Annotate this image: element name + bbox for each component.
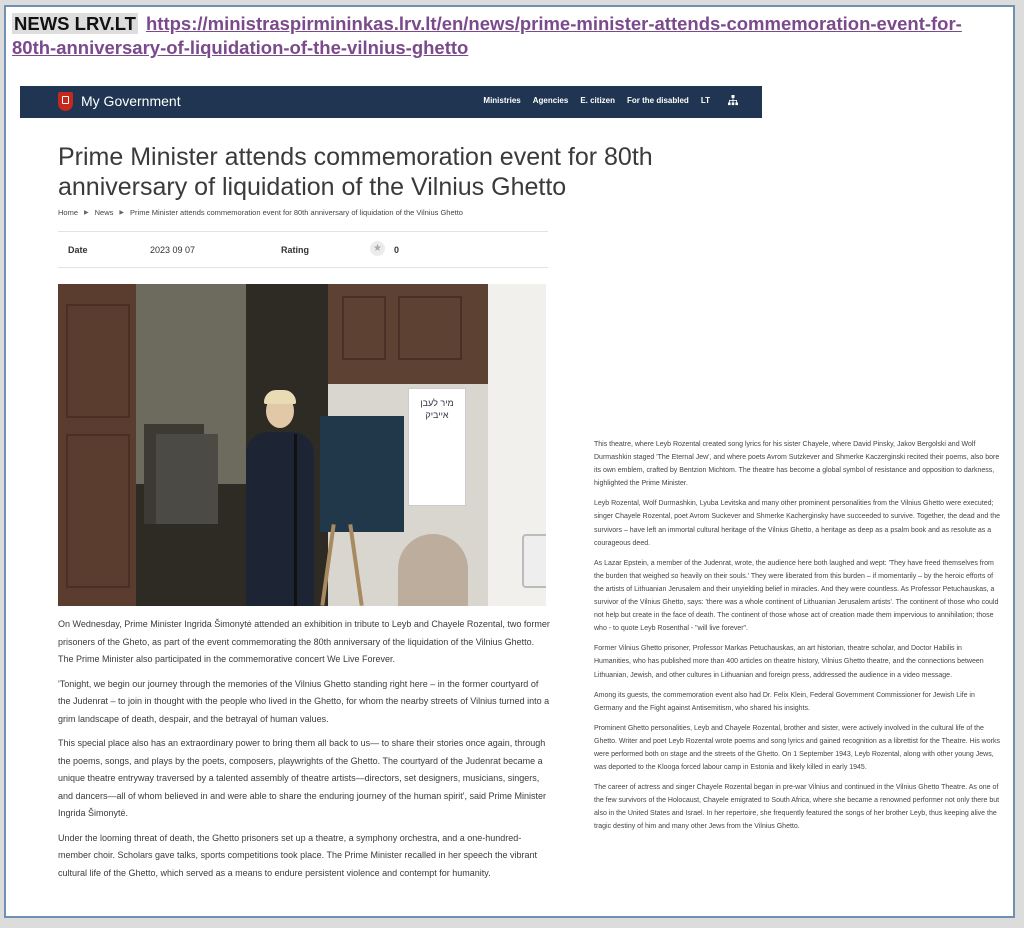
nav-item-agencies[interactable]: Agencies	[532, 96, 569, 105]
nav-menu	[483, 96, 736, 105]
date-value: 2023 09 07	[150, 245, 196, 255]
breadcrumb-news[interactable]: News	[94, 208, 114, 217]
nav-item-language-lt[interactable]: LT	[700, 96, 710, 105]
nav-item-ministries[interactable]: Ministries	[483, 96, 521, 105]
paragraph: This special place also has an extraordinary power to bring them all back to us— to share their stories once again, through the poems, songs, and plays by the poets, composers, playwrights of the Ghetto. The courtyard of the Judenrat became a unique theatre entryway traversed by a talented assembly of theatre artists—directors, set designers, musicians, singers, and dancers—all of whom believed in and were able to share the enduring journey of the human spirit', said Prime Minister Ingrida Šimonytė.	[58, 738, 546, 818]
date-label: Date	[68, 245, 88, 255]
paragraph: Leyb Rozental, Wolf Durmashkin, Lyuba Levitska and many other prominent personalities from the Vilnius Ghetto were executed; singer Chayele Rozental, poet Avrom Suckever and Shmerke Kacherginsky have succeeded to survive. Together, the dead and the survivors – have left an immortal cultural heritage of the Vilnius Ghetto, a heritage as deep as a psalm book and as resolute as a courageous deed.	[594, 500, 1000, 547]
paragraph: This theatre, where Leyb Rozental created song lyrics for his sister Chayele, where David Pinsky, Jakov Bergolski and Wolf Durmashkin staged 'The Eternal Jew', and where poets Avrom Sutzkever and Shmerke Kaczerginski recited their poems, also bore its own emblem, crafted by Bentzion Michtom. The theatre has become a global symbol of resistance and opposition to darkness, highlighted the Prime Minister.	[594, 441, 1000, 488]
lithuanian-crest-icon[interactable]	[58, 92, 73, 111]
site-brand[interactable]: My Government	[81, 93, 181, 109]
breadcrumb-current: Prime Minister attends commemoration event for 80th anniversary of liquidation of the Vilnius Ghetto	[130, 208, 463, 217]
article-title: Prime Minister attends commemoration event for 80th anniversary of liquidation of the Vilnius Ghetto	[58, 143, 653, 201]
source-tag: NEWS LRV.LT	[14, 13, 136, 34]
paragraph: The career of actress and singer Chayele Rozental began in pre-war Vilnius and continued in the Vilnius Ghetto Theatre. As one of the few survivors of the Holocaust, Chayele emigrated to South Africa, where she became a renowned performer not only there but also in the United States and Israel. In her repertoire, she frequently featured the songs of her brother Leyb, thus keeping alive the tragic destiny of him and many other Jews from the Vilnius Ghetto.	[594, 784, 1000, 831]
paragraph: Among its guests, the commemoration event also had Dr. Felix Klein, Federal Government Commissioner for Jewish Life in Germany and the Fight against Antisemitism, who shared his insights.	[594, 691, 975, 712]
paragraph: Prominent Ghetto personalities, Leyb and Chayele Rozental, brother and sister, were actively involved in the cultural life of the Ghetto. Writer and poet Leyb Rozental wrote poems and song lyrics and gained recognition as a librettist for the Theatre. His works were performed both on stage and the streets of the Ghetto. On 1 September 1943, Leyb Rozental, along with other young Jews, was deported to the Klooga forced labour camp in Estonia and likely killed in early 1945.	[594, 724, 1000, 772]
nav-item-for-the-disabled[interactable]: For the disabled	[627, 96, 689, 105]
top-navigation-bar	[20, 86, 762, 118]
paragraph: Former Vilnius Ghetto prisoner, Professor Markas Petuchauskas, an art historian, theatre scholar, and Doctor Habilis in Humanities, who has published more than 400 articles on theatre history, Vilnius Ghetto theatre, and the connections between Lithuanian, Jewish, and other cultures in Lithuanian and foreign press, addressed the audience in a video message.	[594, 645, 984, 679]
article-body-left	[58, 616, 550, 889]
rating-value: 0	[394, 245, 400, 255]
rating-label: Rating	[281, 245, 309, 255]
star-icon[interactable]: ★	[370, 241, 385, 256]
article-body-right	[594, 438, 1000, 841]
paragraph: On Wednesday, Prime Minister Ingrida Šimonytė attended an exhibition in tribute to Leyb and Chayele Rozental, two former prisoners of the Gheto, as part of the event commemorating the 80th anniversary of the liquidation of the Vilnius Ghetto. The Prime Minister also participated in the commemorative concert We Live Forever.	[58, 619, 550, 664]
sitemap-icon[interactable]	[728, 95, 738, 106]
source-header	[12, 12, 1002, 60]
exhibition-sign: מיר לעבן אייביק	[408, 388, 466, 506]
breadcrumb	[58, 208, 463, 217]
breadcrumb-separator-icon: ▶	[84, 210, 89, 216]
bottom-fade	[50, 884, 560, 896]
breadcrumb-home[interactable]: Home	[58, 208, 79, 217]
paragraph: Under the looming threat of death, the Ghetto prisoners set up a theatre, a symphony orchestra, and a one-hundred-member choir. Scholars gave talks, sports competitions took place. The Prime Minister recalled in her speech the vibrant cultural life of the Ghetto, which served as a means to endure persistent violence and contempt for humanity.	[58, 832, 538, 878]
article-photo	[58, 284, 546, 606]
source-url-link[interactable]: https://ministraspirmininkas.lrv.lt/en/news/prime-minister-attends-commemoration-event-for-80th-anniversary-of-liquidation-of-the-vilnius-ghetto	[12, 13, 962, 58]
paragraph: As Lazar Epstein, a member of the Judenrat, wrote, the audience here both laughed and wept: 'They have freed themselves from the burden that weighed so heavily on their souls.' They were liberated from this burden – if momentarily – by the heroic efforts of the artists of Lithuanian Jerusalem and their unyielding belief in miracles. And they were countless. As Professor Petuchauskas, a survivor of the Vilnius Ghetto, says: 'there was a whole continent of Lithuanian Jerusalem artists'. The continent of those who could not help but create in the face of death. The continent of those whose act of creation made them impervious to annihilation; those who - to quote Leyb Rosenthal - "will live forever".	[594, 559, 999, 633]
nav-item-e-citizen[interactable]: E. citizen	[580, 96, 616, 105]
paragraph: 'Tonight, we begin our journey through the memories of the Vilnius Ghetto standing right here – in the former courtyard of the Judenrat – to join in thought with the people who lived in the Ghetto, for whom the nearby streets of Vilnius turned into a grim landscape of death, despair, and the betrayal of human values.	[58, 678, 550, 724]
breadcrumb-separator-icon: ▶	[119, 210, 125, 216]
article-meta	[58, 231, 548, 268]
